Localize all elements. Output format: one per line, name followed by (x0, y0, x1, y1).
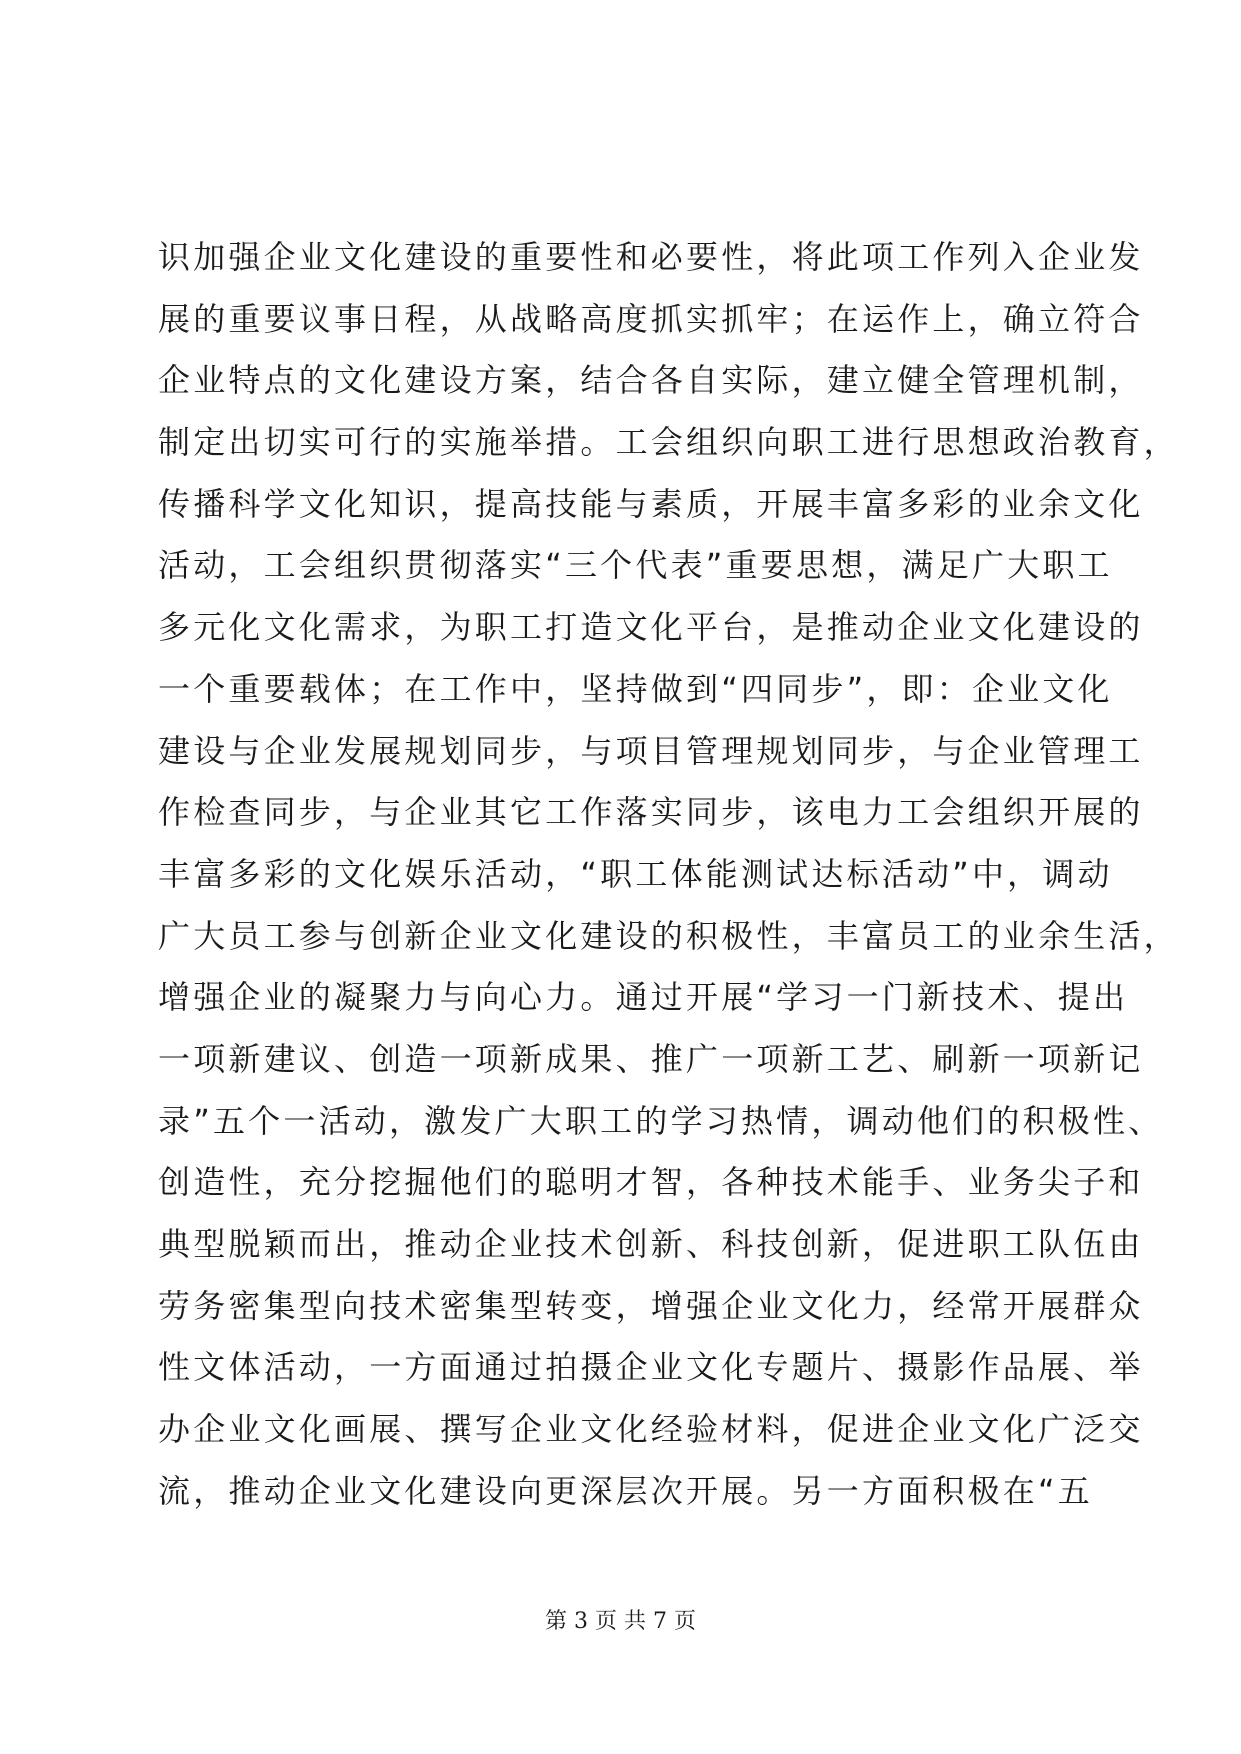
text-line-6: 活动，工会组织贯彻落实“三个代表”重要思想，满足广大职工 (158, 546, 1113, 585)
text-line-7: 多元化文化需求，为职工打造文化平台，是推动企业文化建设的 (158, 608, 1144, 647)
text-line-17: 典型脱颖而出，推动企业技术创新、科技创新，促进职工队伍由 (158, 1225, 1144, 1263)
text-line-21: 流，推动企业文化建设向更深层次开展。另一方面积极在“五 (158, 1471, 1093, 1510)
text-line-11: 丰富多彩的文化娱乐活动，“职工体能测试达标活动”中，调动 (158, 854, 1113, 893)
text-line-19: 性文体活动，一方面通过拍摄企业文化专题片、摄影作品展、举 (158, 1348, 1144, 1387)
text-line-3: 企业特点的文化建设方案，结合各自实际，建立健全管理机制， (158, 361, 1144, 400)
page-number-footer: 第 3 页 共 7 页 (545, 1609, 696, 1634)
text-line-4: 制定出切实可行的实施举措。工会组织向职工进行思想政治教育， (158, 423, 1179, 462)
text-line-9: 建设与企业发展规划同步，与项目管理规划同步，与企业管理工 (158, 731, 1144, 770)
text-line-20: 办企业文化画展、撰写企业文化经验材料，促进企业文化广泛交 (158, 1410, 1144, 1449)
text-line-15: 录”五个一活动，激发广大职工的学习热情，调动他们的积极性、 (158, 1101, 1164, 1140)
text-line-14: 一项新建议、创造一项新成果、推广一项新工艺、刷新一项新记 (158, 1039, 1144, 1078)
body-text (158, 232, 1179, 1527)
text-line-13: 增强企业的凝聚力与向心力。通过开展“学习一门新技术、提出 (158, 978, 1129, 1017)
text-line-1: 识加强企业文化建设的重要性和必要性，将此项工作列入企业发 (158, 238, 1144, 276)
text-line-18: 劳务密集型向技术密集型转变，增强企业文化力，经常开展群众 (158, 1286, 1144, 1325)
text-line-12: 广大员工参与创新企业文化建设的积极性，丰富员工的业余生活， (158, 916, 1179, 955)
text-line-16: 创造性，充分挖掘他们的聪明才智，各种技术能手、业务尖子和 (158, 1163, 1144, 1202)
text-line-5: 传播科学文化知识，提高技能与素质，开展丰富多彩的业余文化 (158, 484, 1144, 523)
text-line-10: 作检查同步，与企业其它工作落实同步，该电力工会组织开展的 (158, 793, 1144, 832)
text-line-2: 展的重要议事日程，从战略高度抓实抓牢；在运作上，确立符合 (158, 299, 1144, 338)
text-line-8: 一个重要载体；在工作中，坚持做到“四同步”，即：企业文化 (158, 669, 1113, 708)
